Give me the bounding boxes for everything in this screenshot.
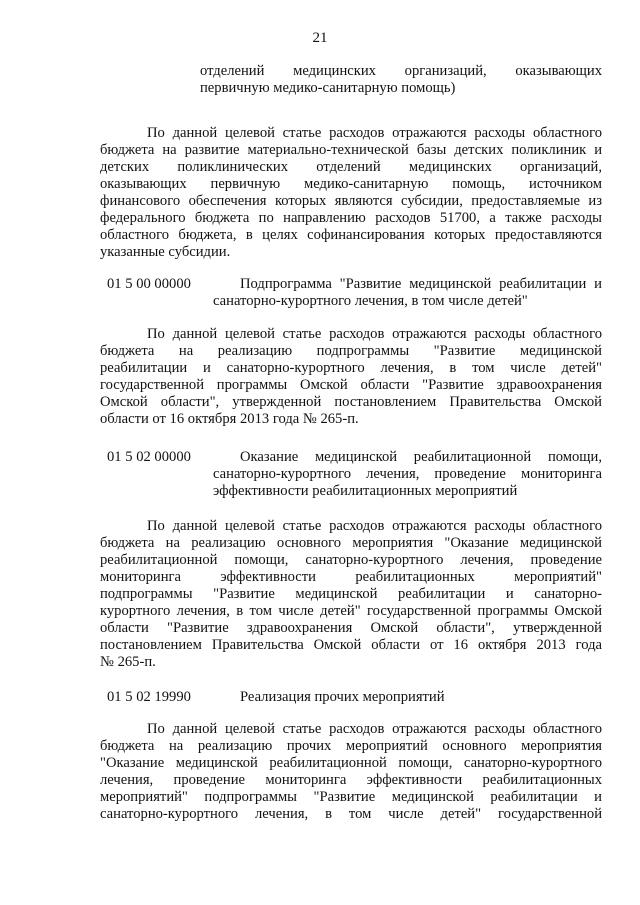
paragraph-line: федерального бюджета по направлению расходов 51700, а также расходы [100, 210, 602, 226]
paragraph-line: По данной целевой статье расходов отражаются расходы областного [147, 721, 602, 737]
paragraph-line: курортного лечения, в том числе детей" государственной программы Омской [100, 603, 602, 619]
paragraph-line: бюджета на реализацию основного мероприятия "Оказание медицинской [100, 535, 602, 551]
budget-item-title [213, 689, 602, 706]
title-line: санаторно-курортного лечения, проведение мониторинга [213, 466, 602, 482]
budget-code: 01 5 02 19990 [107, 689, 191, 705]
paragraph-1 [100, 125, 602, 261]
paragraph-line: подпрограммы "Развитие медицинской реабилитации и санаторно- [100, 586, 602, 602]
page-number: 21 [312, 30, 328, 46]
paragraph-line: По данной целевой статье расходов отражаются расходы областного [147, 125, 602, 141]
budget-code: 01 5 00 00000 [107, 276, 191, 292]
paragraph-line: По данной целевой статье расходов отражаются расходы областного [147, 326, 602, 342]
title-line: Реализация прочих мероприятий [240, 689, 445, 705]
paragraph-line: мониторинга эффективности реабилитационных мероприятий" [100, 569, 602, 585]
budget-item-title [213, 276, 602, 310]
title-line: Оказание медицинской реабилитационной помощи, [240, 449, 602, 465]
paragraph-line: мероприятий" подпрограммы "Развитие медицинской реабилитации и [100, 789, 602, 805]
paragraph-line: санаторно-курортного лечения, в том числе детей" государственной [100, 806, 602, 822]
paragraph-line: указанные субсидии. [100, 244, 231, 260]
continued-heading-line: отделений медицинских организаций, оказывающих [200, 63, 602, 79]
continued-heading [200, 63, 602, 97]
paragraph-4 [100, 721, 602, 823]
paragraph-line: реабилитации и санаторно-курортного лечения, в том числе детей" [100, 360, 602, 376]
paragraph-line: лечения, проведение мониторинга эффективности реабилитационных [100, 772, 602, 788]
title-line: эффективности реабилитационных мероприятий [213, 483, 518, 499]
paragraph-line: области от 16 октября 2013 года № 265-п. [100, 411, 359, 427]
paragraph-line: По данной целевой статье расходов отражаются расходы областного [147, 518, 602, 534]
paragraph-line: постановлением Правительства Омской области от 16 октября 2013 года [100, 637, 602, 653]
paragraph-line: областного бюджета, в целях софинансирования которых предоставляются [100, 227, 602, 243]
paragraph-line: государственной программы Омской области "Развитие здравоохранения [100, 377, 602, 393]
paragraph-line: "Оказание медицинской реабилитационной помощи, санаторно-курортного [100, 755, 602, 771]
paragraph-line: реабилитационной помощи, санаторно-курортного лечения, проведение [100, 552, 602, 568]
paragraph-line: бюджета на реализацию подпрограммы "Развитие медицинской [100, 343, 602, 359]
paragraph-line: бюджета на реализацию прочих мероприятий основного мероприятия [100, 738, 602, 754]
title-line: Подпрограмма "Развитие медицинской реабилитации и [240, 276, 602, 292]
paragraph-line: детских поликлинических отделений медицинских организаций, [100, 159, 602, 175]
paragraph-line: Омской области", утвержденной постановлением Правительства Омской [100, 394, 602, 410]
budget-code: 01 5 02 00000 [107, 449, 191, 465]
paragraph-line: № 265-п. [100, 654, 156, 670]
paragraph-2 [100, 326, 602, 428]
paragraph-line: бюджета на развитие материально-технической базы детских поликлиник и [100, 142, 602, 158]
paragraph-line: области "Развитие здравоохранения Омской области", утвержденной [100, 620, 602, 636]
continued-heading-line: первичную медико-санитарную помощь) [200, 80, 456, 96]
budget-item-title [213, 449, 602, 500]
paragraph-line: финансового обеспечения которых являются субсидии, предоставляемые из [100, 193, 602, 209]
paragraph-line: оказывающих первичную медико-санитарную помощь, источником [100, 176, 602, 192]
paragraph-3 [100, 518, 602, 671]
title-line: санаторно-курортного лечения, в том числе детей" [213, 293, 528, 309]
